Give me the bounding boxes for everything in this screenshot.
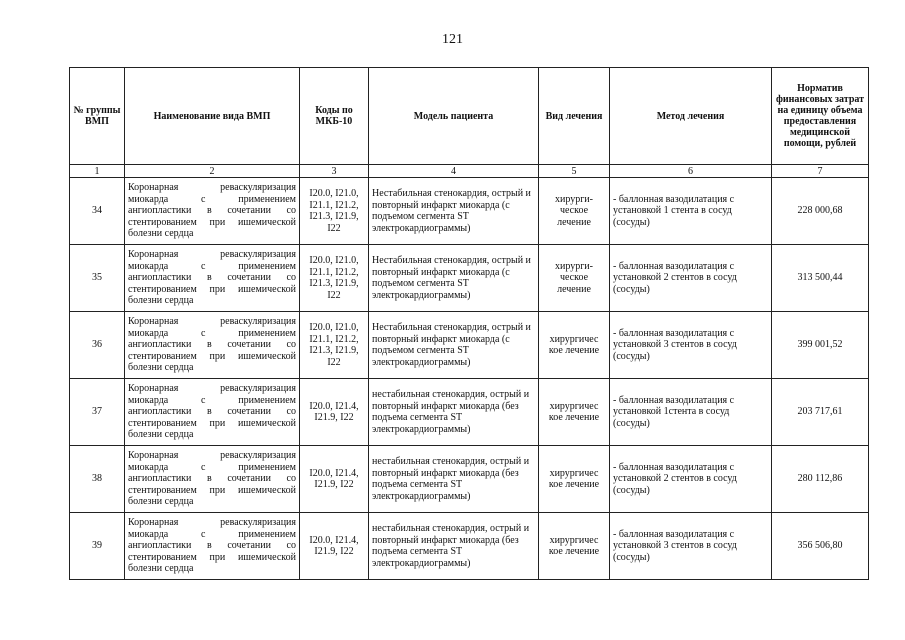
column-number-row (70, 165, 869, 178)
icd-codes: I20.0, I21.0, I21.1, I21.2, I21.3, I21.9, I22 (300, 178, 369, 245)
treatment-kind: хирургичес кое лечение (539, 379, 610, 446)
patient-model: Нестабильная стенокардия, острый и повторный инфаркт миокарда (с подъемом сегмента ST электрокардиограммы) (369, 178, 539, 245)
header-cost-norm: Норматив финансовых затрат на единицу объема предоставления медицинской помощи, рублей (772, 68, 869, 165)
icd-codes: I20.0, I21.0, I21.1, I21.2, I21.3, I21.9, I22 (300, 312, 369, 379)
cost-norm: 280 112,86 (772, 446, 869, 513)
table-row (70, 379, 869, 446)
vmp-name: Коронарная реваскуляризация миокарда с применением ангиопластики в сочетании со стентированием при ишемической болезни сердца (125, 446, 300, 513)
table-row (70, 312, 869, 379)
treatment-method: - баллонная вазодилатация с установкой 2 стентов в сосуд (сосуды) (610, 446, 772, 513)
group-number: 35 (70, 245, 125, 312)
patient-model: нестабильная стенокардия, острый и повторный инфаркт миокарда (без подъема сегмента ST электрокардиограммы) (369, 379, 539, 446)
column-number: 7 (772, 165, 869, 178)
column-number: 6 (610, 165, 772, 178)
group-number: 37 (70, 379, 125, 446)
header-patient-model: Модель пациента (369, 68, 539, 165)
header-group-number: № группы ВМП (70, 68, 125, 165)
vmp-table (69, 67, 869, 580)
column-number: 1 (70, 165, 125, 178)
table-row (70, 513, 869, 580)
column-number: 5 (539, 165, 610, 178)
treatment-kind: хирургичес кое лечение (539, 312, 610, 379)
treatment-method: - баллонная вазодилатация с установкой 1стента в сосуд (сосуды) (610, 379, 772, 446)
header-row (70, 68, 869, 165)
table-row (70, 178, 869, 245)
patient-model: Нестабильная стенокардия, острый и повторный инфаркт миокарда (с подъемом сегмента ST электрокардиограммы) (369, 312, 539, 379)
patient-model: нестабильная стенокардия, острый и повторный инфаркт миокарда (без подъема сегмента ST электрокардиограммы) (369, 446, 539, 513)
treatment-kind: хирургичес кое лечение (539, 446, 610, 513)
icd-codes: I20.0, I21.4, I21.9, I22 (300, 379, 369, 446)
header-treatment-kind: Вид лечения (539, 68, 610, 165)
patient-model: Нестабильная стенокардия, острый и повторный инфаркт миокарда (с подъемом сегмента ST электрокардиограммы) (369, 245, 539, 312)
column-number: 3 (300, 165, 369, 178)
cost-norm: 203 717,61 (772, 379, 869, 446)
vmp-name: Коронарная реваскуляризация миокарда с применением ангиопластики в сочетании со стентированием при ишемической болезни сердца (125, 178, 300, 245)
icd-codes: I20.0, I21.4, I21.9, I22 (300, 513, 369, 580)
cost-norm: 356 506,80 (772, 513, 869, 580)
header-treatment-method: Метод лечения (610, 68, 772, 165)
treatment-method: - баллонная вазодилатация с установкой 2 стентов в сосуд (сосуды) (610, 245, 772, 312)
treatment-kind: хирургичес кое лечение (539, 513, 610, 580)
vmp-name: Коронарная реваскуляризация миокарда с применением ангиопластики в сочетании со стентированием при ишемической болезни сердца (125, 312, 300, 379)
treatment-method: - баллонная вазодилатация с установкой 3 стентов в сосуд (сосуды) (610, 513, 772, 580)
patient-model: нестабильная стенокардия, острый и повторный инфаркт миокарда (без подъема сегмента ST электрокардиограммы) (369, 513, 539, 580)
header-vmp-name: Наименование вида ВМП (125, 68, 300, 165)
header-icd-codes: Коды по МКБ-10 (300, 68, 369, 165)
treatment-kind: хирурги-ческое лечение (539, 245, 610, 312)
table-row (70, 446, 869, 513)
treatment-method: - баллонная вазодилатация с установкой 3 стентов в сосуд (сосуды) (610, 312, 772, 379)
icd-codes: I20.0, I21.0, I21.1, I21.2, I21.3, I21.9, I22 (300, 245, 369, 312)
icd-codes: I20.0, I21.4, I21.9, I22 (300, 446, 369, 513)
page-number: 121 (442, 32, 463, 47)
treatment-kind: хирурги-ческое лечение (539, 178, 610, 245)
cost-norm: 228 000,68 (772, 178, 869, 245)
vmp-name: Коронарная реваскуляризация миокарда с применением ангиопластики в сочетании со стентированием при ишемической болезни сердца (125, 379, 300, 446)
group-number: 38 (70, 446, 125, 513)
group-number: 36 (70, 312, 125, 379)
table-row (70, 245, 869, 312)
group-number: 34 (70, 178, 125, 245)
vmp-name: Коронарная реваскуляризация миокарда с применением ангиопластики в сочетании со стентированием при ишемической болезни сердца (125, 513, 300, 580)
column-number: 4 (369, 165, 539, 178)
vmp-name: Коронарная реваскуляризация миокарда с применением ангиопластики в сочетании со стентированием при ишемической болезни сердца (125, 245, 300, 312)
column-number: 2 (125, 165, 300, 178)
cost-norm: 399 001,52 (772, 312, 869, 379)
cost-norm: 313 500,44 (772, 245, 869, 312)
treatment-method: - баллонная вазодилатация с установкой 1 стента в сосуд (сосуды) (610, 178, 772, 245)
group-number: 39 (70, 513, 125, 580)
